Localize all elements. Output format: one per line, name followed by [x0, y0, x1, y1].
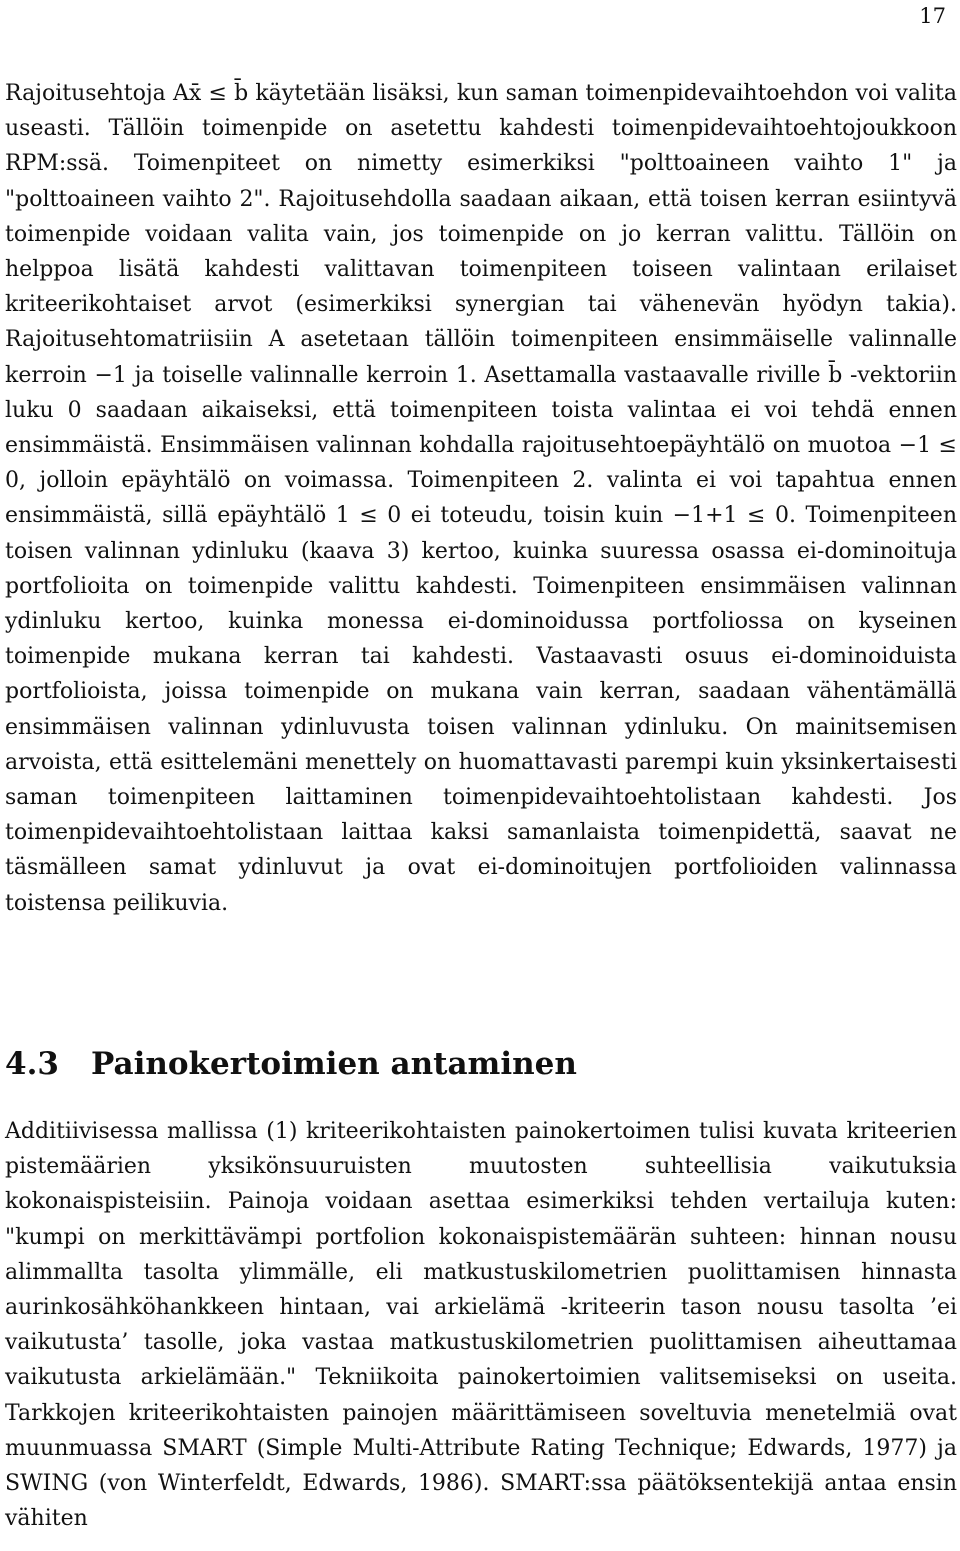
- paragraph-weights: Additiivisessa mallissa (1) kriteerikohtaisten painokertoimen tulisi kuvata kriteerien pistemäärien yksikönsuuruisten muutosten suhteellisia vaikutuksia kokonaispisteisiin. Painoja voidaan asettaa esimerkiksi tehden vertailuja kuten: "kumpi on merkittävämpi portfolion kokonaispistemäärän suhteen: hinnan nousu alimmallta tasolta ylimmälle, eli matkustuskilometrien puolittamisen hinnasta aurinkosähköhankkeen hintaan, vai arkielämä -kriteerin tason nousu tasolta ’ei vaikutusta’ tasolle, joka vastaa matkustuskilometrien puolittamisen aiheuttamaa vaikutusta arkielämään." Tekniikoita painokertoimien valitsemiseksi on useita. Tarkkojen kriteerikohtaisten painojen määrittämiseen soveltuvia menetelmiä ovat muunmuassa SMART (Simple Multi-Attribute Rating Technique; Edwards, 1977) ja SWING (von Winterfeldt, Edwards, 1986). SMART:ssa päätöksentekijä antaa ensin vähiten: [5, 1119, 957, 1532]
- section-heading: [5, 1044, 577, 1084]
- paragraph-constraints: Rajoitusehtoja Ax̄ ≤ b̄ käytetään lisäksi, kun saman toimenpidevaihtoehdon voi valita useasti. Tällöin toimenpide on asetettu kahdesti toimenpidevaihtoehtojoukkoon RPM:ssä. Toimenpiteet on nimetty esimerkiksi "polttoaineen vaihto 1" ja "polttoaineen vaihto 2". Rajoitusehdolla saadaan aikaan, että toisen kerran esiintyvä toimenpide voidaan valita vain, jos toimenpide on jo kerran valittu. Tällöin on helppoa lisätä kahdesti valittavan toimenpiteen toiseen valintaan erilaiset kriteerikohtaiset arvot (esimerkiksi synergian tai vähenevän hyödyn takia). Rajoitusehtomatriisiin A asetetaan tällöin toimenpiteen ensimmäiselle valinnalle kerroin −1 ja toiselle valinnalle kerroin 1. Asettamalla vastaavalle riville b̄ -vektoriin luku 0 saadaan aikaiseksi, että toimenpiteen toista valintaa ei voi tehdä ennen ensimmäistä. Ensimmäisen valinnan kohdalla rajoitusehtoepäyhtälö on muotoa −1 ≤ 0, jolloin epäyhtälö on voimassa. Toimenpiteen 2. valinta ei voi tapahtua ennen ensimmäistä, sillä epäyhtälö 1 ≤ 0 ei toteudu, toisin kuin −1+1 ≤ 0. Toimenpiteen toisen valinnan ydinluku (kaava 3) kertoo, kuinka suuressa osassa ei-dominoituja portfolioita on toimenpide valittu kahdesti. Toimenpiteen ensimmäisen valinnan ydinluku kertoo, kuinka monessa ei-dominoidussa portfoliossa on kyseinen toimenpide mukana kerran tai kahdesti. Vastaavasti osuus ei-dominoiduista portfolioista, joissa toimenpide on mukana vain kerran, saadaan vähentämällä ensimmäisen valinnan ydinluvusta toisen valinnan ydinluku. On mainitsemisen arvoista, että esittelemäni menettely on huomattavasti parempi kuin yksinkertaisesti saman toimenpiteen laittaminen toimenpidevaihtoehtolistaan kahdesti. Jos toimenpidevaihtoehtolistaan laittaa kaksi samanlaista toimenpidettä, saavat ne täsmälleen samat ydinluvut ja ovat ei-dominoitujen portfolioiden valinnassa toistensa peilikuvia.: [5, 81, 957, 916]
- section-number: 4.3: [5, 1046, 59, 1082]
- section-title: Painokertoimien antaminen: [91, 1046, 577, 1082]
- page-number: 17: [919, 4, 946, 28]
